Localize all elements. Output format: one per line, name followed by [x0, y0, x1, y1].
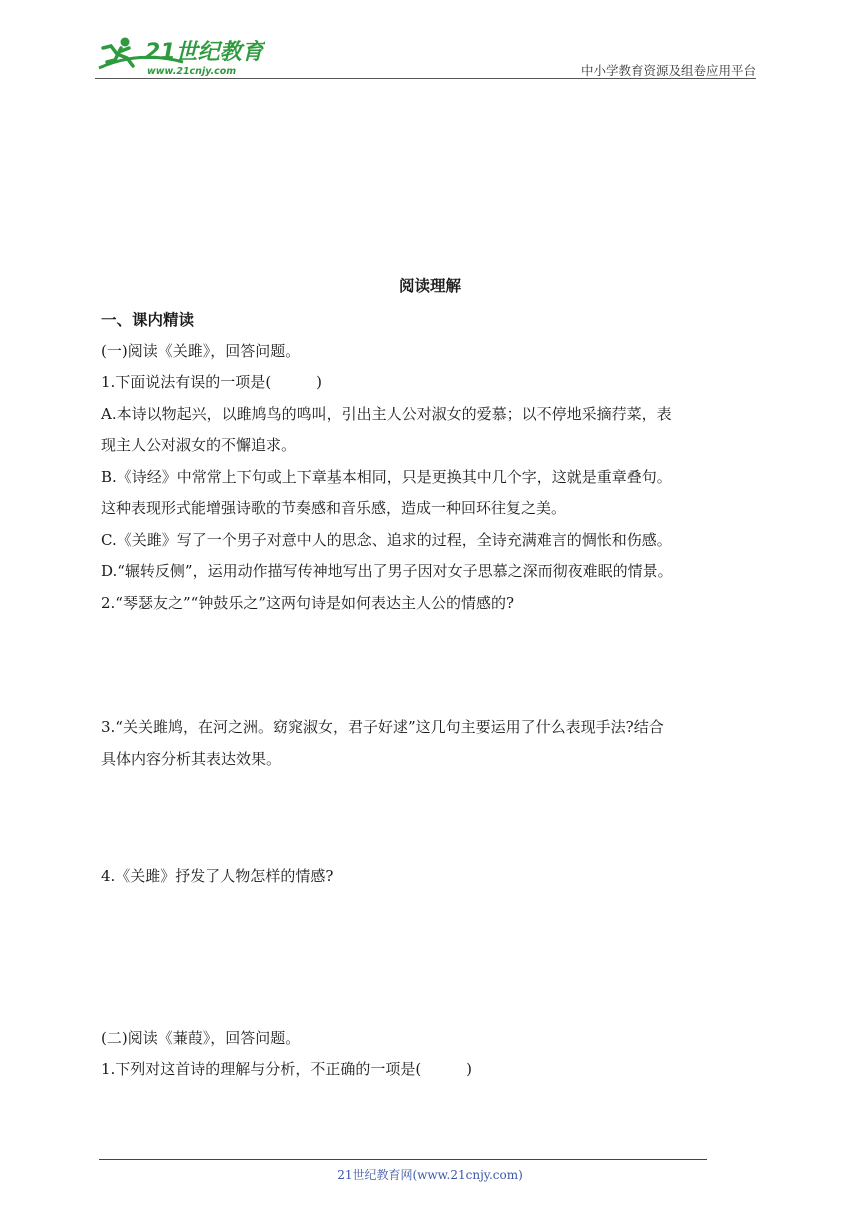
question-4: 4.《关雎》抒发了人物怎样的情感?: [101, 867, 334, 885]
logo-url: www.21cnjy.com: [147, 66, 237, 77]
option-b-line1: B.《诗经》中常常上下句或上下章基本相同，只是更换其中几个字，这就是重章叠句。: [101, 467, 672, 486]
option-d: D.“辗转反侧”，运用动作描写传神地写出了男子因对女子思慕之深而彻夜难眠的情景。: [101, 562, 673, 580]
footer-link[interactable]: 21世纪教育网(www.21cnjy.com): [337, 1168, 523, 1182]
site-logo: [95, 34, 265, 80]
part1-intro: (一)阅读《关雎》，回答问题。: [101, 341, 301, 360]
question-3-line1: 3.“关关雎鸠，在河之洲。窈窕淑女，君子好逑”这几句主要运用了什么表现手法?结合: [101, 718, 664, 736]
runner-logo-icon: [95, 34, 265, 80]
option-c: C.《关雎》写了一个男子对意中人的思念、追求的过程，全诗充满难言的惆怅和伤感。: [101, 530, 672, 549]
part2-intro: (二)阅读《蒹葭》，回答问题。: [101, 1028, 301, 1047]
question-2: 2.“琴瑟友之”“钟鼓乐之”这两句诗是如何表达主人公的情感的?: [101, 593, 515, 612]
option-b-line2: 这种表现形式能增强诗歌的节奏感和音乐感，造成一种回环往复之美。: [101, 499, 567, 517]
platform-text: 中小学教育资源及组卷应用平台: [580, 63, 756, 78]
footer-divider: [99, 1159, 707, 1160]
answer-space: [101, 893, 763, 1023]
option-a-line1: A.本诗以物起兴，以雎鸠鸟的鸣叫，引出主人公对淑女的爱慕；以不停地采摘荇菜，表: [101, 404, 672, 423]
question-1-stem: 1.下面说法有误的一项是( ): [101, 373, 323, 391]
document-body: [101, 304, 763, 1086]
option-a-line2: 现主人公对淑女的不懈追求。: [101, 436, 297, 454]
answer-space: [101, 775, 763, 861]
logo-text: 21世纪教育: [145, 40, 264, 65]
question-3-line2: 具体内容分析其表达效果。: [101, 749, 282, 768]
header-divider: [95, 78, 756, 79]
section-heading: 一、课内精读: [101, 310, 195, 329]
page-title: 阅读理解: [398, 276, 461, 295]
answer-space: [101, 619, 763, 712]
part2-question-1-stem: 1.下列对这首诗的理解与分析，不正确的一项是( ): [101, 1060, 473, 1078]
